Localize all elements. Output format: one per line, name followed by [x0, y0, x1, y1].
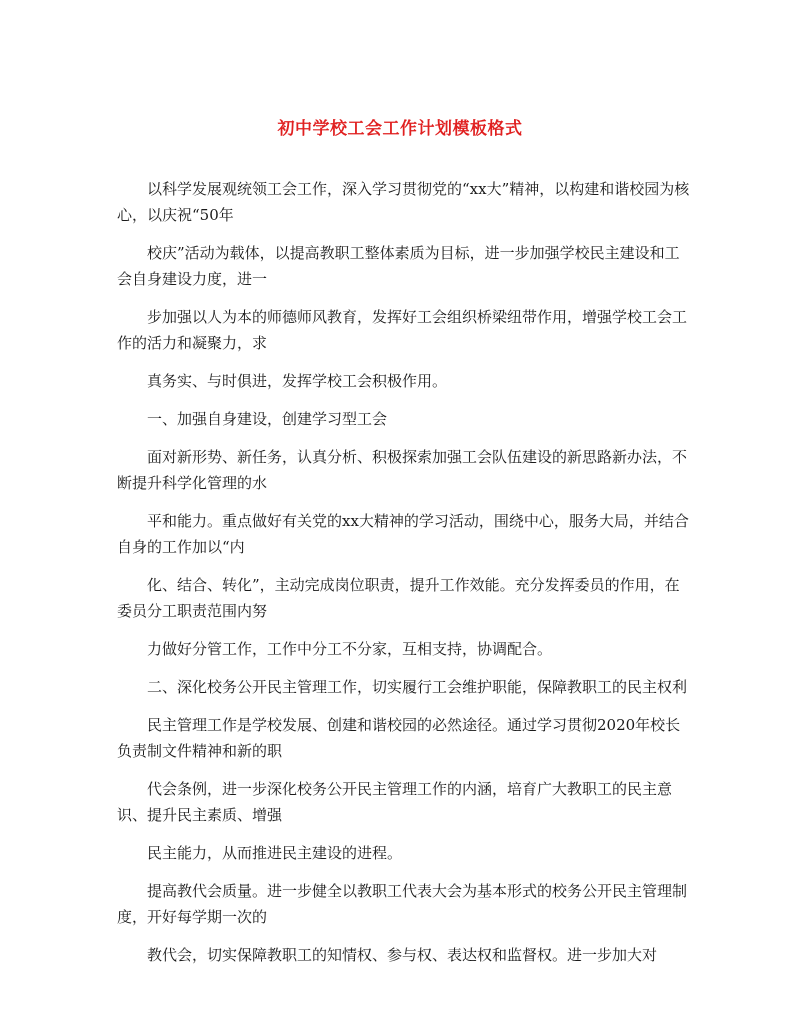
section-heading: 一、加强自身建设，创建学习型工会 — [147, 410, 388, 428]
section-heading: 二、深化校务公开民主管理工作，切实履行工会维护职能，保障教职工的民主权利 — [147, 678, 688, 696]
paragraph: 面对新形势、新任务，认真分析、积极探索加强工会队伍建设的新思路新办法，不断提升科学化管理的水 — [117, 448, 688, 492]
paragraph: 校庆”活动为载体，以提高教职工整体素质为目标，进一步加强学校民主建设和工会自身建设力度，进一 — [117, 244, 680, 288]
paragraph: 教代会，切实保障教职工的知情权、参与权、表达权和监督权。进一步加大对 — [147, 946, 658, 964]
document-title: 初中学校工会工作计划模板格式 — [277, 119, 523, 139]
paragraph: 代会条例，进一步深化校务公开民主管理工作的内涵，培育广大教职工的民主意识、提升民主素质、增强 — [117, 780, 673, 824]
paragraph: 民主管理工作是学校发展、创建和谐校园的必然途径。通过学习贯彻2020年校长负责制文件精神和新的职 — [117, 716, 681, 760]
paragraph: 化、结合、转化”，主动完成岗位职责，提升工作效能。充分发挥委员的作用，在委员分工职责范围内努 — [117, 576, 680, 620]
paragraph: 步加强以人为本的师德师风教育，发挥好工会组织桥梁纽带作用，增强学校工会工作的活力和凝聚力，求 — [117, 308, 688, 352]
paragraph: 力做好分管工作，工作中分工不分家，互相支持，协调配合。 — [147, 640, 553, 658]
paragraph: 平和能力。重点做好有关党的xx大精神的学习活动，围绕中心，服务大局，并结合自身的工作加以“内 — [117, 512, 689, 556]
paragraph: 真务实、与时俱进，发挥学校工会积极作用。 — [147, 372, 448, 390]
paragraph: 以科学发展观统领工会工作，深入学习贯彻党的“xx大”精神，以构建和谐校园为核心，以庆祝“50年 — [117, 180, 690, 224]
document-body — [117, 176, 691, 980]
paragraph: 民主能力，从而推进民主建设的进程。 — [147, 844, 403, 862]
paragraph: 提高教代会质量。进一步健全以教职工代表大会为基本形式的校务公开民主管理制度，开好每学期一次的 — [117, 882, 688, 926]
